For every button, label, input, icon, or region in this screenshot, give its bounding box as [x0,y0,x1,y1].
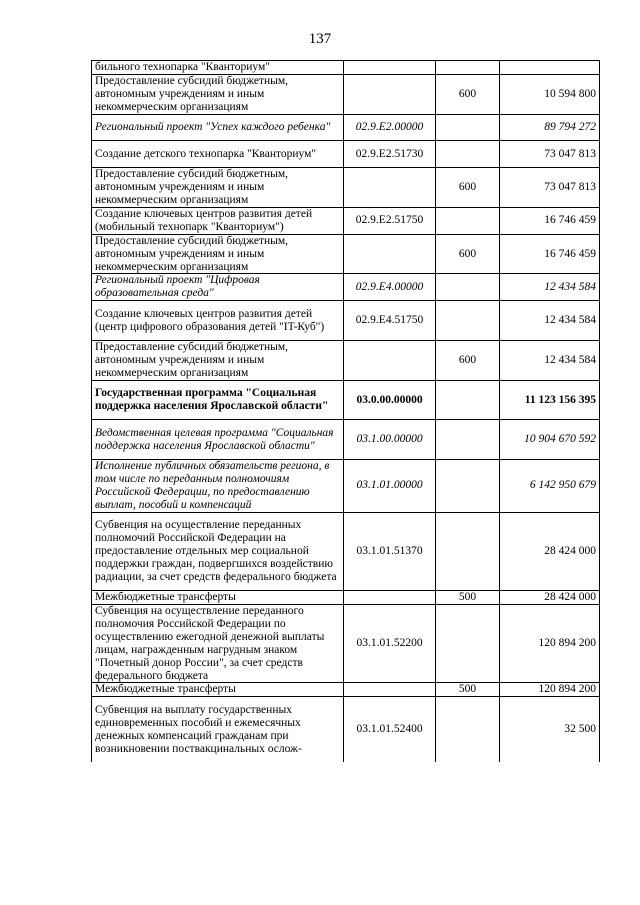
table-row [92,234,600,274]
table-row [92,380,600,420]
row-type-cell [436,301,500,341]
table-row [92,697,600,763]
table-row [92,683,600,697]
row-type-cell [436,697,500,763]
table-row [92,460,600,513]
row-code-cell: 02.9.E2.51730 [344,141,436,168]
row-name-cell: бильного технопарка "Кванториум" [92,61,344,75]
table-row [92,340,600,380]
row-code-cell: 02.9.E2.51750 [344,207,436,234]
row-name-cell: Предоставление субсидий бюджетным, автономным учреждениям и иным некоммерческим организациям [92,340,344,380]
row-sum-cell: 12 434 584 [500,301,600,341]
row-code-cell [344,683,436,697]
row-code-cell: 03.1.01.52400 [344,697,436,763]
row-code-cell [344,61,436,75]
row-name-cell: Субвенция на осуществление переданных полномочий Российской Федерации на предоставление отдельных мер социальной поддержки граждан, подвергшихся воздействию радиации, за счет средств федерального бюджета [92,512,344,590]
row-type-cell: 600 [436,340,500,380]
table-row [92,301,600,341]
row-name-cell: Региональный проект "Успех каждого ребенка" [92,114,344,141]
row-sum-cell: 6 142 950 679 [500,460,600,513]
row-sum-cell: 12 434 584 [500,340,600,380]
row-type-cell [436,207,500,234]
row-sum-cell: 16 746 459 [500,234,600,274]
table-row [92,114,600,141]
table-row [92,591,600,605]
row-code-cell: 02.9.E4.00000 [344,274,436,301]
row-type-cell [436,460,500,513]
row-code-cell: 03.1.01.00000 [344,460,436,513]
row-sum-cell: 16 746 459 [500,207,600,234]
row-type-cell: 500 [436,683,500,697]
row-sum-cell: 120 894 200 [500,683,600,697]
row-name-cell: Межбюджетные трансферты [92,591,344,605]
row-type-cell [436,380,500,420]
row-code-cell [344,168,436,208]
table-row [92,512,600,590]
budget-table [91,60,600,762]
row-sum-cell: 28 424 000 [500,512,600,590]
row-type-cell: 500 [436,591,500,605]
row-sum-cell: 12 434 584 [500,274,600,301]
row-name-cell: Создание детского технопарка "Кванториум" [92,141,344,168]
row-type-cell: 600 [436,74,500,114]
row-code-cell [344,591,436,605]
row-name-cell: Субвенция на осуществление переданного полномочия Российской Федерации по осуществлению ежегодной денежной выплаты лицам, награжденным нагрудным знаком "Почетный донор России", за счет средств федерального бюджета [92,604,344,682]
row-code-cell [344,340,436,380]
row-type-cell: 600 [436,234,500,274]
row-name-cell: Межбюджетные трансферты [92,683,344,697]
row-code-cell [344,234,436,274]
row-sum-cell [500,61,600,75]
row-type-cell [436,141,500,168]
row-type-cell [436,61,500,75]
row-type-cell [436,604,500,682]
row-name-cell: Региональный проект "Цифровая образовательная среда" [92,274,344,301]
table-row [92,604,600,682]
row-sum-cell: 10 594 800 [500,74,600,114]
table-row [92,420,600,460]
table-row [92,61,600,75]
row-code-cell: 03.1.01.51370 [344,512,436,590]
row-code-cell: 02.9.E4.51750 [344,301,436,341]
row-code-cell: 03.0.00.00000 [344,380,436,420]
row-name-cell: Исполнение публичных обязательств региона, в том числе по переданным полномочиям Российской Федерации, по предоставлению выплат, пособий и компенсаций [92,460,344,513]
row-code-cell [344,74,436,114]
row-name-cell: Ведомственная целевая программа "Социальная поддержка населения Ярославской области" [92,420,344,460]
row-name-cell: Государственная программа "Социальная поддержка населения Ярославской области" [92,380,344,420]
row-name-cell: Создание ключевых центров развития детей (мобильный технопарк "Кванториум") [92,207,344,234]
row-name-cell: Субвенция на выплату государственных единовременных пособий и ежемесячных денежных компенсаций гражданам при возникновении поствакцинальных ослож- [92,697,344,763]
table-row [92,168,600,208]
row-sum-cell: 10 904 670 592 [500,420,600,460]
row-type-cell: 600 [436,168,500,208]
row-type-cell [436,114,500,141]
row-type-cell [436,274,500,301]
table-row [92,274,600,301]
row-name-cell: Предоставление субсидий бюджетным, автономным учреждениям и иным некоммерческим организациям [92,234,344,274]
row-code-cell: 02.9.E2.00000 [344,114,436,141]
row-sum-cell: 89 794 272 [500,114,600,141]
row-sum-cell: 73 047 813 [500,141,600,168]
row-name-cell: Создание ключевых центров развития детей (центр цифрового образования детей "IT-Куб") [92,301,344,341]
row-name-cell: Предоставление субсидий бюджетным, автономным учреждениям и иным некоммерческим организациям [92,168,344,208]
table-row [92,141,600,168]
budget-table-body [92,61,600,763]
row-sum-cell: 28 424 000 [500,591,600,605]
row-sum-cell: 120 894 200 [500,604,600,682]
table-row [92,74,600,114]
row-sum-cell: 11 123 156 395 [500,380,600,420]
table-row [92,207,600,234]
row-type-cell [436,420,500,460]
page-number: 137 [308,31,332,47]
row-sum-cell: 32 500 [500,697,600,763]
row-code-cell: 03.1.01.52200 [344,604,436,682]
row-name-cell: Предоставление субсидий бюджетным, автономным учреждениям и иным некоммерческим организациям [92,74,344,114]
row-code-cell: 03.1.00.00000 [344,420,436,460]
row-type-cell [436,512,500,590]
row-sum-cell: 73 047 813 [500,168,600,208]
